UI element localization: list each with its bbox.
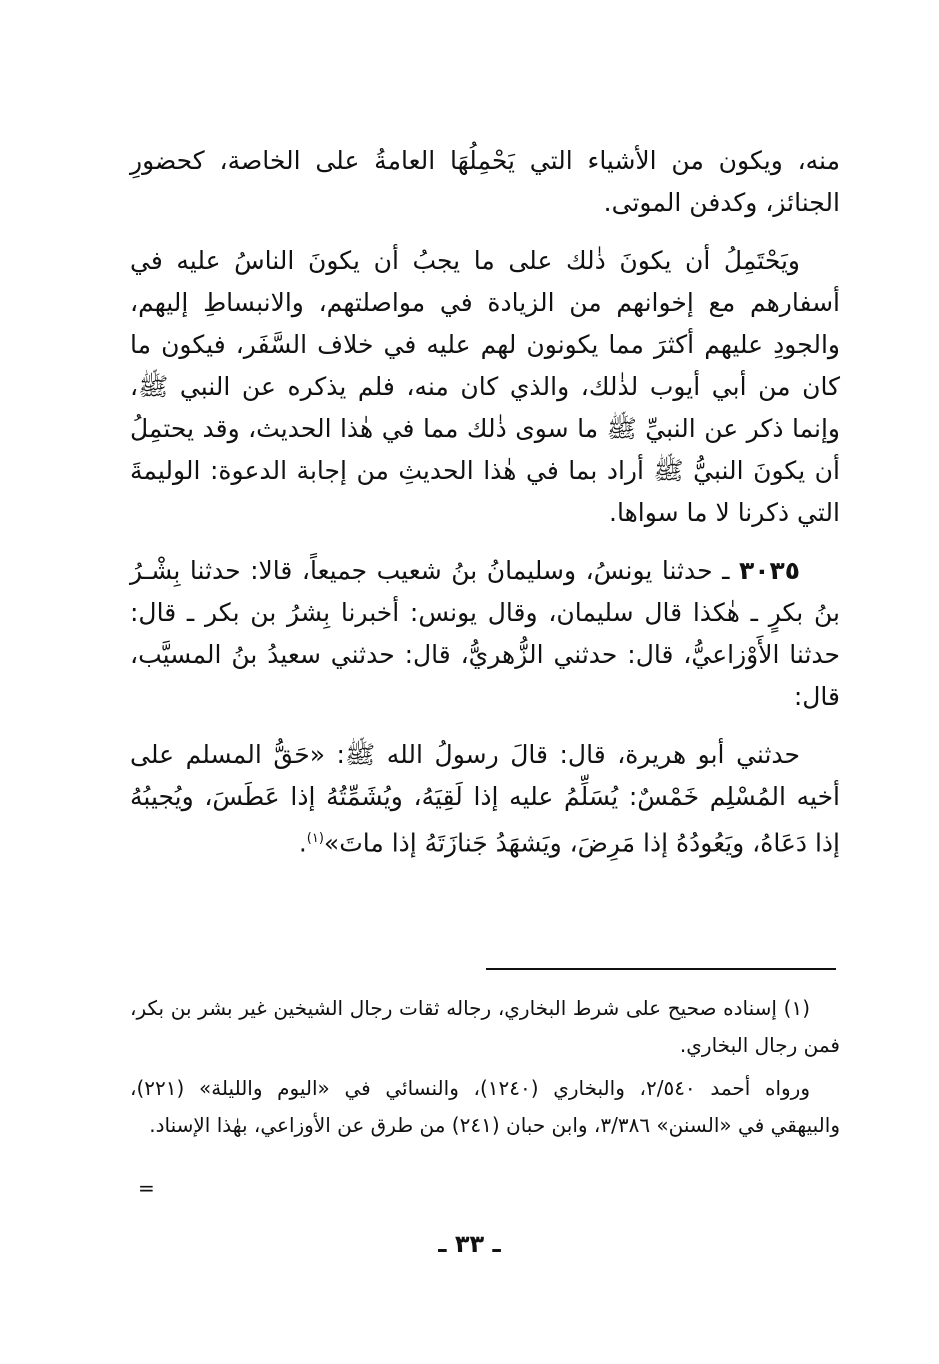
- hadith-number: ٣٠٣٥: [738, 556, 800, 585]
- paragraph-continuation: [130, 140, 840, 224]
- paragraph-text: ويَحْتَمِلُ أن يكونَ ذٰلك على ما يجبُ أن يكونَ الناسُ عليه في أسفارهم مع إخوانهم من الزيادة في مواصلتهم، والانبساطِ إليهم، والجودِ عليهم أكثرَ مما يكونون لهم عليه في خلاف السَّفَر، فيكون ما كان من أبي أيوب لذٰلك، والذي كان منه، فلم يذكره عن النبي ﷺ، وإنما ذكر عن النبيِّ ﷺ ما سوى ذٰلك مما في هٰذا الحديث، وقد يحتمِلُ أن يكونَ النبيُّ ﷺ أراد بما في هٰذا الحديثِ من إجابة الدعوة: الوليمةَ التي ذكرنا لا ما سواها.: [130, 246, 840, 527]
- paragraph-text: حدثني أبو هريرة، قال: قالَ رسولُ الله ﷺ: «حَقُّ المسلم على أخيه المُسْلِم خَمْسٌ: يُسَلِّمُ عليه إذا لَقِيَهُ، ويُشَمِّتُهُ إذا عَطَسَ، ويُجيبُهُ إذا دَعَاهُ، ويَعُودُهُ إذا مَرِضَ، ويَشهَدُ جَنازَتَهُ إذا ماتَ»: [130, 740, 840, 858]
- footnote-text: ورواه أحمد ٢/٥٤٠، والبخاري (١٢٤٠)، والنسائي في «اليوم والليلة» (٢٢١)، والبيهقي في «السنن» ٣/٣٨٦، وابن حبان (٢٤١) من طرق عن الأوزاعي، بهٰذا الإسناد.: [130, 1076, 840, 1137]
- paragraph-text: منه، ويكون من الأشياء التي يَحْمِلُهَا العامةُ على الخاصة، كحضورِ الجنائز، وكدفن الموتى.: [130, 146, 840, 217]
- footnote-item: [130, 1070, 840, 1144]
- paragraph-commentary: [130, 240, 840, 534]
- main-text: [130, 140, 840, 880]
- continued-mark: =: [138, 1176, 155, 1200]
- paragraph-text: ـ حدثنا يونسُ، وسليمانُ بنُ شعيب جميعاً، قالا: حدثنا بِشْـرُ بنُ بكرٍ ـ هٰكذا قال سليمان، وقال يونس: أخبرنا بِشرُ بن بكر ـ قال: حدثنا الأَوْزاعيُّ، قال: حدثني الزُّهريُّ، قال: حدثني سعيدُ بنُ المسيَّب، قال:: [130, 556, 840, 711]
- hadith-chain-paragraph: [130, 550, 840, 718]
- footnote-separator: [486, 968, 836, 970]
- footnote-item: [130, 990, 840, 1064]
- hadith-text-paragraph: حدثني أبو هريرة، قال: قالَ رسولُ الله ﷺ: «حَقُّ المسلم على أخيه المُسْلِم خَمْسٌ: يُسَلِّمُ عليه إذا لَقِيَهُ، ويُشَمِّتُهُ إذا عَطَسَ، ويُجيبُهُ إذا دَعَاهُ، ويَعُودُهُ إذا مَرِضَ، ويَشهَدُ جَنازَتَهُ إذا ماتَ»$^{(١)}$.: [130, 740, 840, 858]
- footnotes: [130, 990, 840, 1150]
- footnote-reference: (١): [306, 831, 324, 846]
- footnote-text: (١) إسناده صحيح على شرط البخاري، رجاله ثقات رجال الشيخين غير بشر بن بكر، فمن رجال البخاري.: [130, 996, 840, 1057]
- page-number: ـ ٣٣ ـ: [438, 1230, 501, 1258]
